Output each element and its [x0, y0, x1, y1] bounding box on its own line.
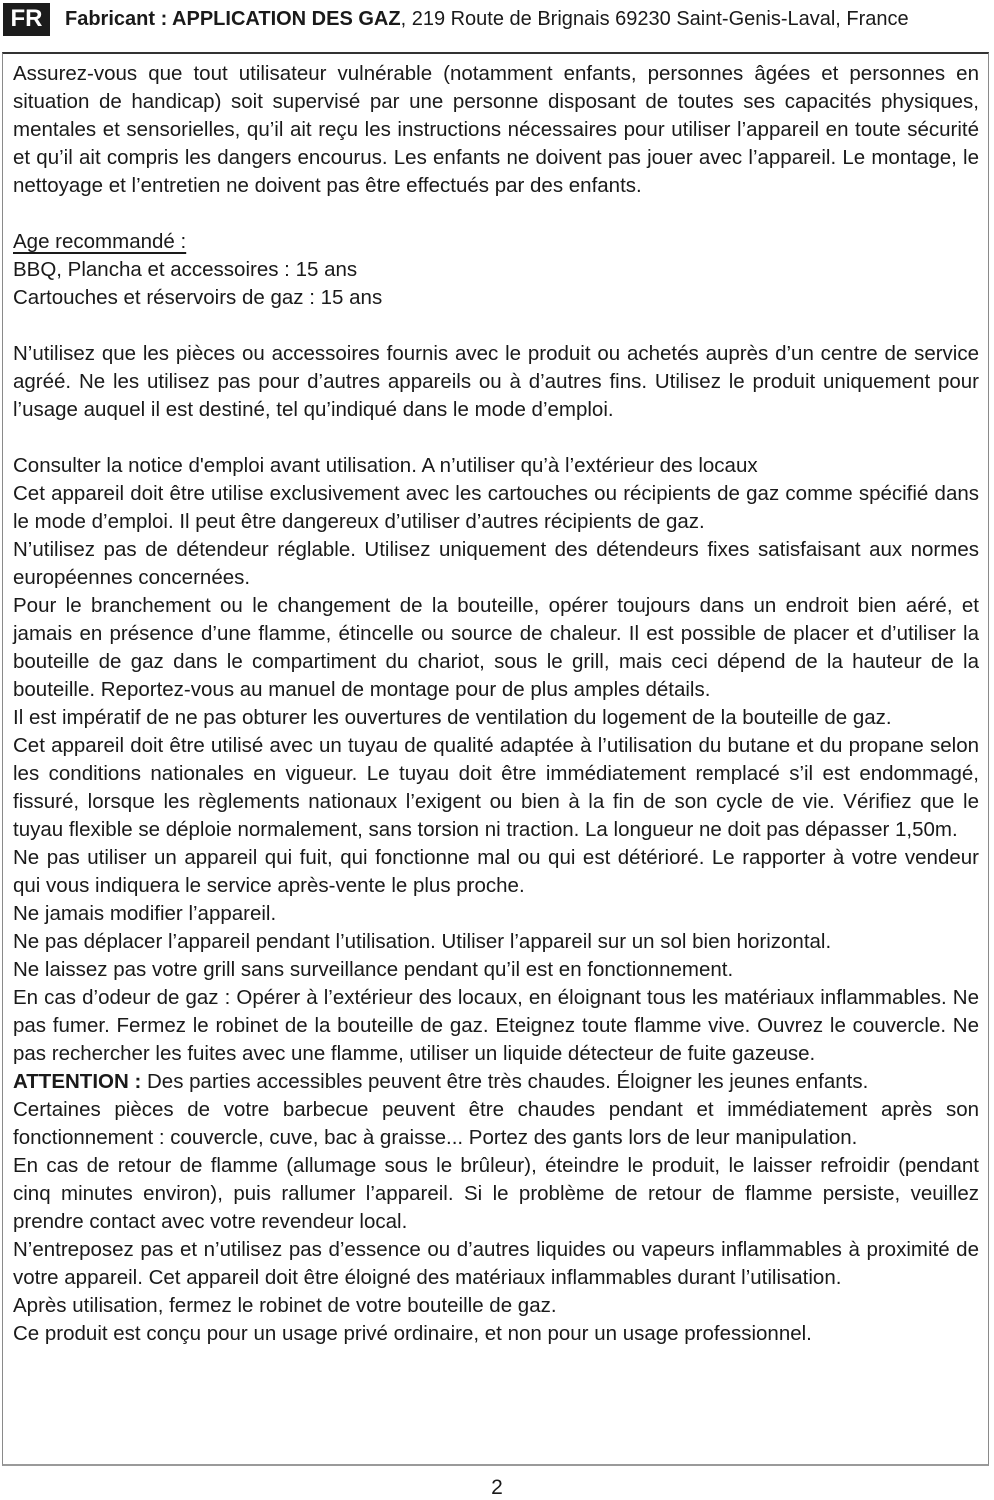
attention-warning [13, 1068, 979, 1096]
language-badge: FR [3, 3, 50, 36]
instruction-item: N’entreposez pas et n’utilisez pas d’essence ou d’autres liquides ou vapeurs inflammables à proximité de votre appareil. Cet appareil doit être éloigné des matériaux inflammables durant l’utilisation. [13, 1238, 979, 1289]
safety-instructions [13, 60, 979, 1348]
instruction-item: Cet appareil doit être utilisé avec un tuyau de qualité adaptée à l’utilisation du butane et du propane selon les conditions nationales en vigueur. Le tuyau doit être immédiatement remplacé s’il est endommagé, fissuré, lorsque les règlements nationaux l’exigent ou bien à la fin de son cycle de vie. Vérifiez que le tuyau flexible se déploie normalement, sans torsion ni traction. La longueur ne doit pas dépasser 1,50m. [13, 734, 979, 841]
manufacturer-address: , 219 Route de Brignais 69230 Saint-Genis-Laval, France [400, 7, 909, 30]
attention-label: ATTENTION : [13, 1070, 142, 1093]
spacer [13, 312, 979, 340]
instruction-item: Après utilisation, fermez le robinet de votre bouteille de gaz. [13, 1294, 557, 1317]
spacer [13, 424, 979, 452]
parts-paragraph: N’utilisez que les pièces ou accessoires fournis avec le produit ou achetés auprès d’un centre de service agréé. Ne les utilisez pas pour d’autres appareils ou à d’autres fins. Utilisez le produit uniquement pour l’usage auquel il est destiné, tel qu’indiqué dans le mode d’emploi. [13, 342, 979, 421]
instruction-item: Il est impératif de ne pas obturer les ouvertures de ventilation du logement de la bouteille de gaz. [13, 706, 892, 729]
age-item: BBQ, Plancha et accessoires : 15 ans [13, 258, 358, 281]
instruction-item: Ne jamais modifier l’appareil. [13, 902, 277, 925]
intro-paragraph: Assurez-vous que tout utilisateur vulnérable (notamment enfants, personnes âgées et personnes en situation de handicap) soit supervisé par une personne disposant de toutes ses capacités physiques, mentales et sensorielles, qu’il ait reçu les instructions nécessaires pour utiliser l’appareil en toute sécurité et qu’il ait compris les dangers encourus. Les enfants ne doivent pas jouer avec l’appareil. Le montage, le nettoyage et l’entretien ne doivent pas être effectués par des enfants. [13, 62, 979, 197]
manufacturer-line [65, 8, 909, 31]
page-number: 2 [491, 1476, 503, 1499]
instruction-item: N’utilisez pas de détendeur réglable. Utilisez uniquement des détendeurs fixes satisfaisant aux normes européennes concernées. [13, 538, 979, 589]
instruction-item: En cas de retour de flamme (allumage sous le brûleur), éteindre le produit, le laisser refroidir (pendant cinq minutes environ), puis rallumer l’appareil. Si le problème de retour de flamme persiste, veuillez prendre contact avec votre revendeur local. [13, 1154, 979, 1233]
instruction-item: Ce produit est conçu pour un usage privé ordinaire, et non pour un usage professionnel. [13, 1322, 812, 1345]
age-heading-text: Age recommandé : [13, 230, 187, 253]
spacer [13, 200, 979, 228]
manufacturer-name: Fabricant : APPLICATION DES GAZ [65, 7, 401, 30]
attention-text: Des parties accessibles peuvent être très chaudes. Éloigner les jeunes enfants. [141, 1070, 869, 1093]
instruction-item: Ne laissez pas votre grill sans surveillance pendant qu’il est en fonctionnement. [13, 958, 734, 981]
instruction-item: Consulter la notice d'emploi avant utilisation. A n’utiliser qu’à l’extérieur des locaux [13, 454, 758, 477]
instruction-item: En cas d’odeur de gaz : Opérer à l’extérieur des locaux, en éloignant tous les matériaux inflammables. Ne pas fumer. Fermez le robinet de la bouteille de gaz. Eteignez toute flamme vive. Ouvrez le couvercle. Ne pas rechercher les fuites avec une flamme, utiliser un liquide détecteur de fuite gazeuse. [13, 986, 979, 1065]
instruction-item: Ne pas utiliser un appareil qui fuit, qui fonctionne mal ou qui est détérioré. Le rapporter à votre vendeur qui vous indiquera le service après-vente le plus proche. [13, 846, 979, 897]
instruction-item: Pour le branchement ou le changement de la bouteille, opérer toujours dans un endroit bien aéré, et jamais en présence d’une flamme, étincelle ou source de chaleur. Il est possible de placer et d’utiliser la bouteille de gaz dans le compartiment du chariot, sous le grill, mais ceci dépend de la hauteur de la bouteille. Reportez-vous au manuel de montage pour de plus amples détails. [13, 594, 979, 701]
instruction-item: Cet appareil doit être utilise exclusivement avec les cartouches ou récipients de gaz comme spécifié dans le mode d’emploi. Il peut être dangereux d’utiliser d’autres récipients de gaz. [13, 482, 979, 533]
instruction-item: Ne pas déplacer l’appareil pendant l’utilisation. Utiliser l’appareil sur un sol bien horizontal. [13, 930, 832, 953]
page-header [3, 3, 909, 35]
age-heading [13, 228, 979, 256]
age-item: Cartouches et réservoirs de gaz : 15 ans [13, 286, 383, 309]
instruction-item: Certaines pièces de votre barbecue peuvent être chaudes pendant et immédiatement après son fonctionnement : couvercle, cuve, bac à graisse... Portez des gants lors de leur manipulation. [13, 1098, 979, 1149]
